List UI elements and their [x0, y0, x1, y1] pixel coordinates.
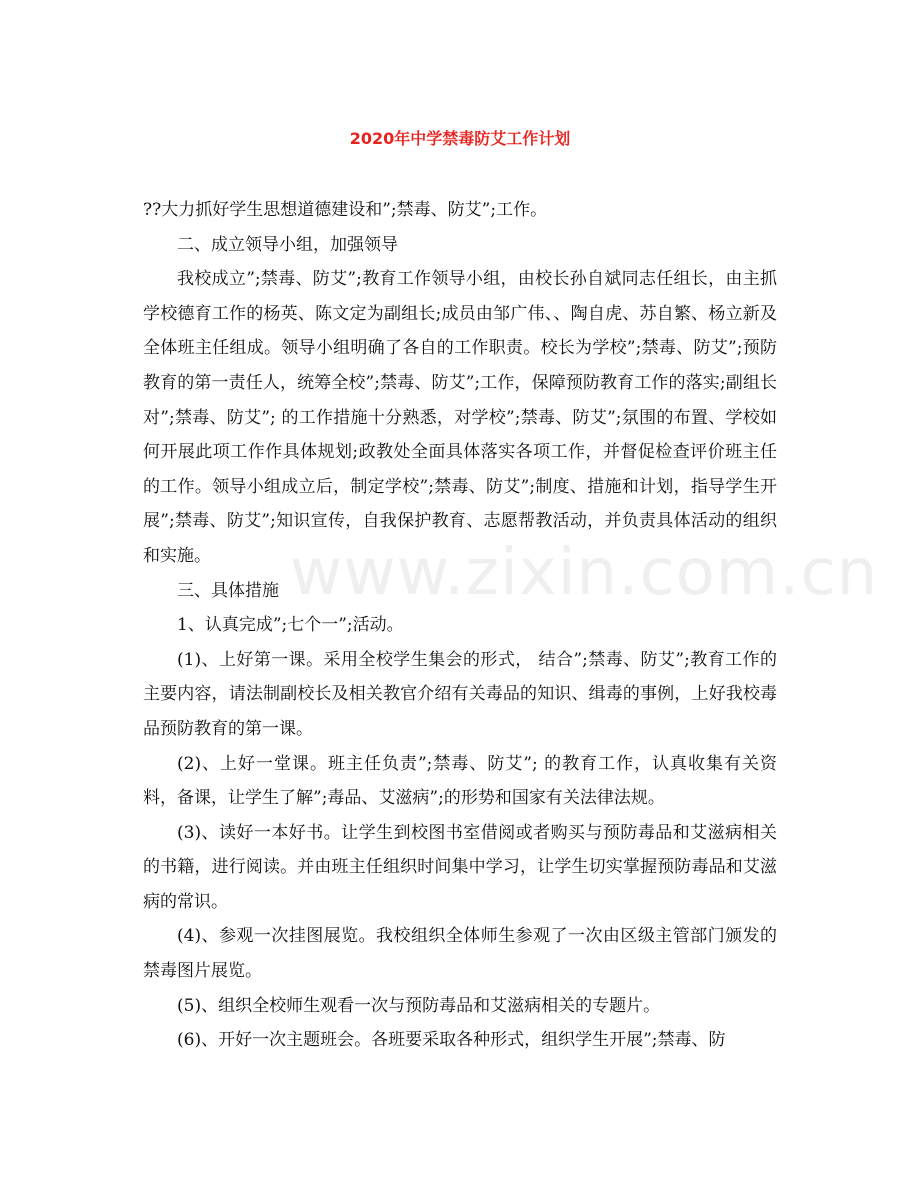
paragraph-item-4: (4)、参观一次挂图展览。我校组织全体师生参观了一次由区级主管部门颁发的禁毒图片展览。 [143, 926, 777, 982]
paragraph-item-6: (6)、开好一次主题班会。各班要采取各种形式，组织学生开展”;禁毒、防 [177, 1030, 726, 1051]
paragraph-item-2: (2)、上好一堂课。班主任负责”;禁毒、防艾”; 的教育工作，认真收集有关资料，备课，让学生了解”;毒品、艾滋病”;的形势和国家有关法律法规。 [143, 753, 777, 809]
document-body [143, 193, 879, 1058]
paragraph-leadership: 我校成立”;禁毒、防艾”;教育工作领导小组，由校长孙自斌同志任组长，由主抓学校德育工作的杨英、陈文定为副组长;成员由邹广伟、、陶自虎、苏自繁、杨立新及全体班主任组成。领导小组明确了各自的工作职责。校长为学校”;禁毒、防艾”;预防教育的第一责任人，统筹全校”;禁毒、防艾”;工作，保障预防教育工作的落实;副组长对”;禁毒、防艾”; 的工作措施十分熟悉，对学校”;禁毒、防艾”;氛围的布置、学校如何开展此项工作作具体规划;政教处全面具体落实各项工作，并督促检查评价班主任的工作。领导小组成立后，制定学校”;禁毒、防艾”;制度、措施和计划，指导学生开展”;禁毒、防艾”;知识宣传，自我保护教育、志愿帮教活动，并负责具体活动的组织和实施。 [143, 269, 777, 566]
paragraph-item-3: (3)、读好一本好书。让学生到校图书室借阅或者购买与预防毒品和艾滋病相关的书籍，进行阅读。并由班主任组织时间集中学习，让学生切实掌握预防毒品和艾滋病的常识。 [143, 822, 777, 912]
paragraph-measure-1: 1、认真完成”;七个一”;活动。 [177, 615, 404, 636]
document-title: 2020年中学禁毒防艾工作计划 [349, 129, 571, 148]
paragraph-intro: ??大力抓好学生思想道德建设和”;禁毒、防艾”;工作。 [143, 200, 548, 220]
section-heading-measures: 三、具体措施 [177, 580, 279, 601]
paragraph-item-5: (5)、组织全校师生观看一次与预防毒品和艾滋病相关的专题片。 [177, 995, 661, 1016]
section-heading-leadership: 二、成立领导小组，加强领导 [177, 234, 398, 255]
paragraph-item-1: (1)、上好第一课。采用全校学生集会的形式， 结合”;禁毒、防艾”;教育工作的主要内容，请法制副校长及相关教官介绍有关毒品的知识、缉毒的事例，上好我校毒品预防教育的第一课。 [143, 649, 777, 739]
watermark: www.zixin.com.cn [290, 536, 879, 610]
